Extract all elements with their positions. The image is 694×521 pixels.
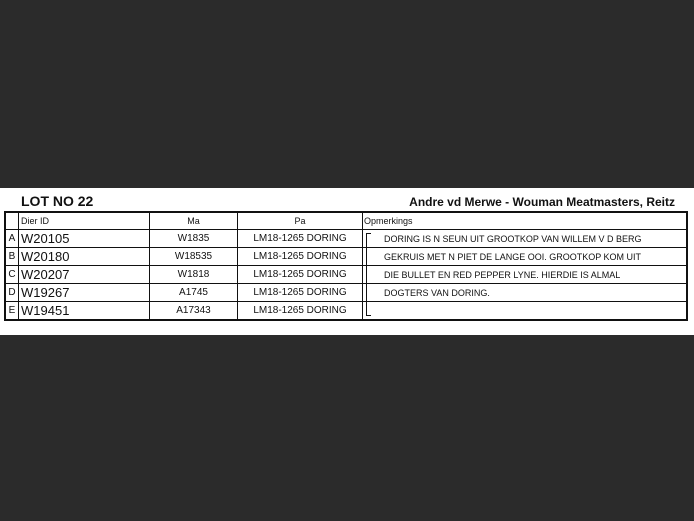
table-row bbox=[5, 266, 687, 284]
ma-cell: W18535 bbox=[150, 248, 238, 266]
owner-name: Andre vd Merwe - Wouman Meatmasters, Reitz bbox=[409, 195, 675, 209]
row-letter: D bbox=[5, 284, 19, 302]
table-header-row bbox=[5, 212, 687, 230]
column-header-dier-id: Dier ID bbox=[19, 212, 150, 230]
pa-cell: LM18-1265 DORING bbox=[238, 230, 363, 248]
lot-number: LOT NO 22 bbox=[21, 193, 94, 209]
table-row bbox=[5, 230, 687, 248]
dier-id-cell: W20180 bbox=[19, 248, 150, 266]
column-header-opmerkings: Opmerkings bbox=[363, 212, 688, 230]
pa-cell: LM18-1265 DORING bbox=[238, 266, 363, 284]
table-row bbox=[5, 302, 687, 321]
ma-cell: A1745 bbox=[150, 284, 238, 302]
animal-table bbox=[4, 211, 688, 321]
pa-cell: LM18-1265 DORING bbox=[238, 284, 363, 302]
dier-id-cell: W20207 bbox=[19, 266, 150, 284]
lot-sheet bbox=[0, 188, 694, 335]
remark-cell bbox=[363, 302, 688, 321]
table-row bbox=[5, 284, 687, 302]
dier-id-cell: W19451 bbox=[19, 302, 150, 321]
ma-cell: W1835 bbox=[150, 230, 238, 248]
ma-cell: W1818 bbox=[150, 266, 238, 284]
table-row bbox=[5, 248, 687, 266]
column-header-ma: Ma bbox=[150, 212, 238, 230]
pa-cell: LM18-1265 DORING bbox=[238, 248, 363, 266]
column-header-pa: Pa bbox=[238, 212, 363, 230]
row-letter: C bbox=[5, 266, 19, 284]
dier-id-cell: W19267 bbox=[19, 284, 150, 302]
ma-cell: A17343 bbox=[150, 302, 238, 321]
pa-cell: LM18-1265 DORING bbox=[238, 302, 363, 321]
remark-cell: DORING IS N SEUN UIT GROOTKOP VAN WILLEM V D BERG bbox=[363, 230, 688, 248]
remark-cell: DOGTERS VAN DORING. bbox=[363, 284, 688, 302]
dier-id-cell: W20105 bbox=[19, 230, 150, 248]
row-letter: A bbox=[5, 230, 19, 248]
row-letter: E bbox=[5, 302, 19, 321]
remark-cell: DIE BULLET EN RED PEPPER LYNE. HIERDIE IS ALMAL bbox=[363, 266, 688, 284]
row-letter: B bbox=[5, 248, 19, 266]
row-letter-header bbox=[5, 212, 19, 230]
remark-cell: GEKRUIS MET N PIET DE LANGE OOI. GROOTKOP KOM UIT bbox=[363, 248, 688, 266]
